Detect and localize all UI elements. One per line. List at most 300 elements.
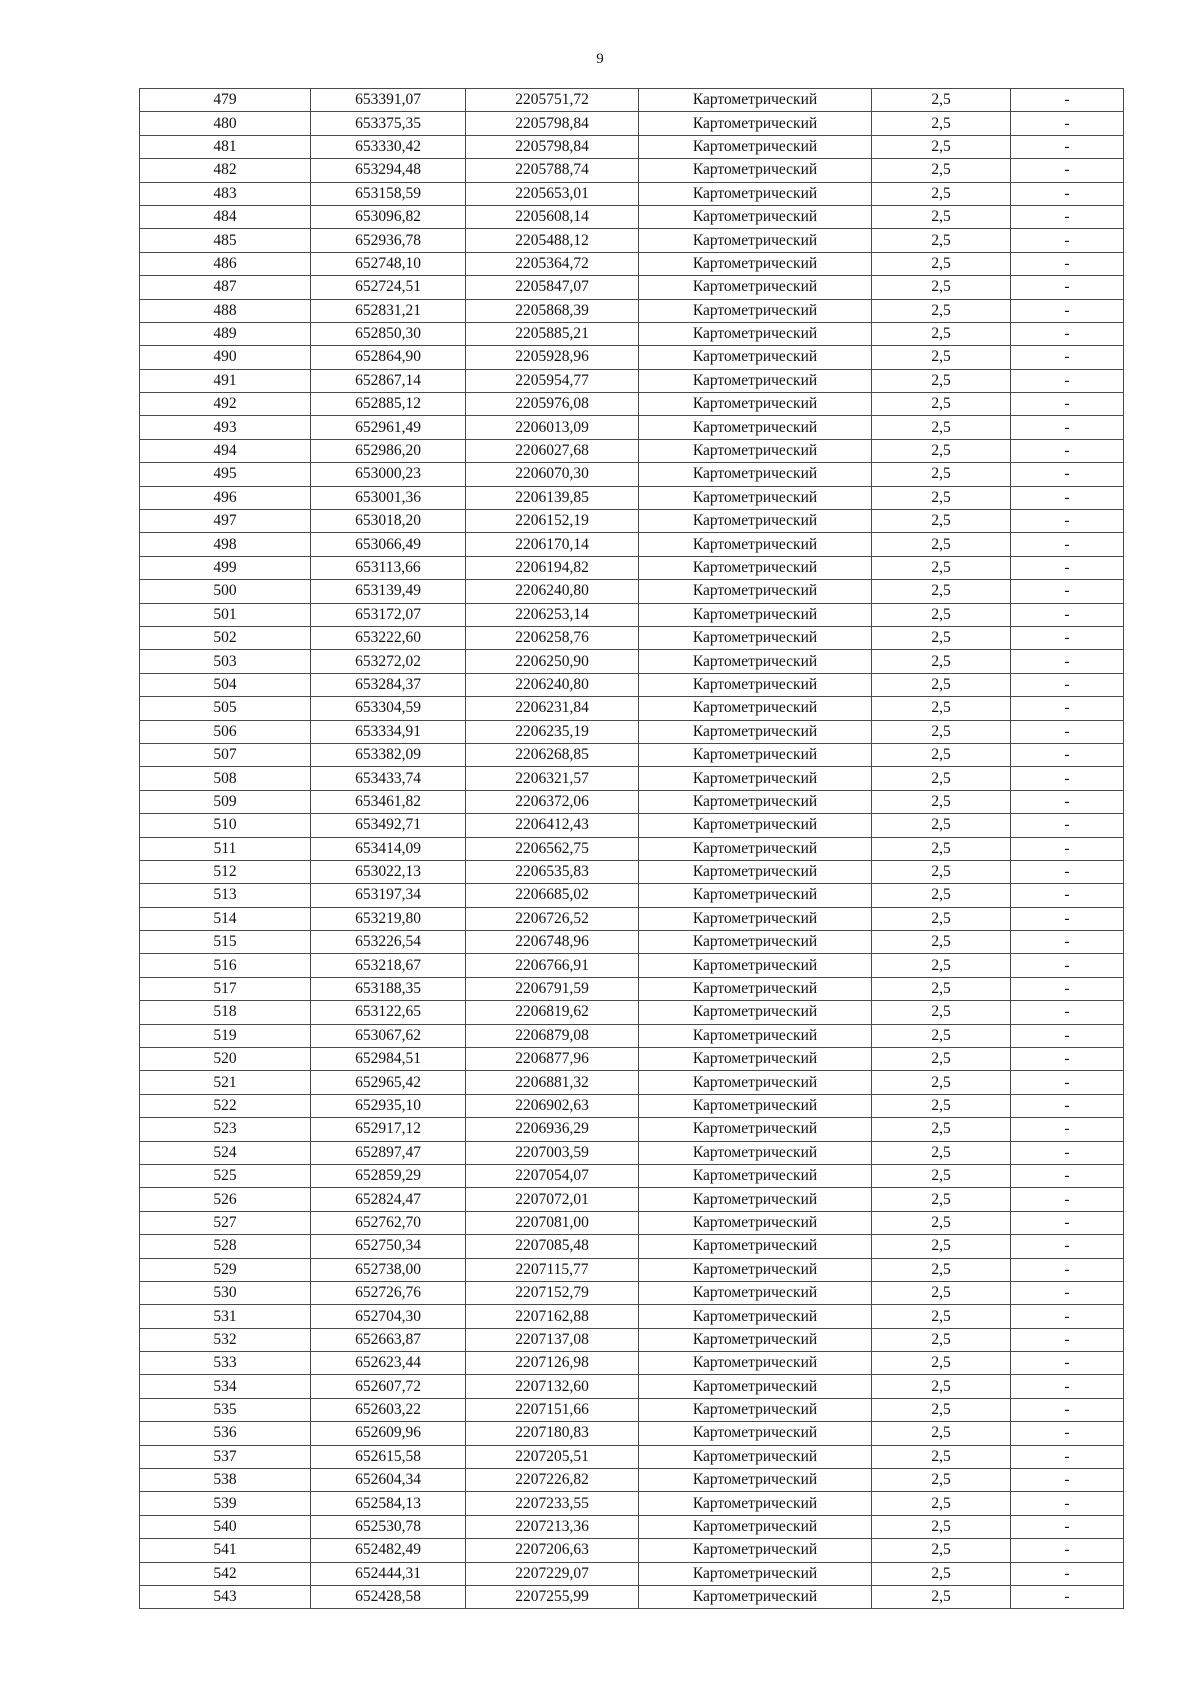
description-cell: - [1011,1469,1124,1492]
accuracy-cell: 2,5 [872,1469,1011,1492]
y-coordinate-cell: 2206562,75 [466,837,639,860]
x-coordinate-cell: 652864,90 [311,346,466,369]
method-cell: Картометрический [639,954,872,977]
y-coordinate-cell: 2206877,96 [466,1048,639,1071]
point-number-cell: 512 [140,860,311,883]
accuracy-cell: 2,5 [872,1375,1011,1398]
x-coordinate-cell: 653492,71 [311,814,466,837]
method-cell: Картометрический [639,837,872,860]
x-coordinate-cell: 653222,60 [311,626,466,649]
y-coordinate-cell: 2207233,55 [466,1492,639,1515]
accuracy-cell: 2,5 [872,1024,1011,1047]
y-coordinate-cell: 2207072,01 [466,1188,639,1211]
x-coordinate-cell: 652428,58 [311,1586,466,1609]
point-number-cell: 526 [140,1188,311,1211]
description-cell: - [1011,1211,1124,1234]
method-cell: Картометрический [639,135,872,158]
accuracy-cell: 2,5 [872,1164,1011,1187]
table-row [140,205,1124,228]
y-coordinate-cell: 2206372,06 [466,790,639,813]
accuracy-cell: 2,5 [872,1328,1011,1351]
y-coordinate-cell: 2206240,80 [466,673,639,696]
description-cell: - [1011,767,1124,790]
point-number-cell: 535 [140,1398,311,1421]
y-coordinate-cell: 2207126,98 [466,1352,639,1375]
point-number-cell: 530 [140,1281,311,1304]
y-coordinate-cell: 2206027,68 [466,439,639,462]
table-row [140,954,1124,977]
y-coordinate-cell: 2207255,99 [466,1586,639,1609]
x-coordinate-cell: 653096,82 [311,205,466,228]
y-coordinate-cell: 2206194,82 [466,556,639,579]
accuracy-cell: 2,5 [872,977,1011,1000]
accuracy-cell: 2,5 [872,1141,1011,1164]
accuracy-cell: 2,5 [872,1305,1011,1328]
method-cell: Картометрический [639,205,872,228]
y-coordinate-cell: 2206535,83 [466,860,639,883]
description-cell: - [1011,1048,1124,1071]
point-number-cell: 511 [140,837,311,860]
y-coordinate-cell: 2205608,14 [466,205,639,228]
table-row [140,1024,1124,1047]
description-cell: - [1011,1094,1124,1117]
point-number-cell: 496 [140,486,311,509]
x-coordinate-cell: 652824,47 [311,1188,466,1211]
description-cell: - [1011,1001,1124,1024]
y-coordinate-cell: 2206685,02 [466,884,639,907]
x-coordinate-cell: 653067,62 [311,1024,466,1047]
y-coordinate-cell: 2206936,29 [466,1118,639,1141]
accuracy-cell: 2,5 [872,884,1011,907]
table-row [140,463,1124,486]
description-cell: - [1011,626,1124,649]
y-coordinate-cell: 2206268,85 [466,743,639,766]
description-cell: - [1011,510,1124,533]
table-row [140,697,1124,720]
x-coordinate-cell: 652986,20 [311,439,466,462]
x-coordinate-cell: 653018,20 [311,510,466,533]
x-coordinate-cell: 652762,70 [311,1211,466,1234]
description-cell: - [1011,650,1124,673]
y-coordinate-cell: 2207162,88 [466,1305,639,1328]
method-cell: Картометрический [639,1328,872,1351]
table-row [140,1048,1124,1071]
method-cell: Картометрический [639,1586,872,1609]
y-coordinate-cell: 2207180,83 [466,1422,639,1445]
table-row [140,1188,1124,1211]
method-cell: Картометрический [639,533,872,556]
description-cell: - [1011,1188,1124,1211]
x-coordinate-cell: 652984,51 [311,1048,466,1071]
description-cell: - [1011,814,1124,837]
point-number-cell: 543 [140,1586,311,1609]
y-coordinate-cell: 2207132,60 [466,1375,639,1398]
method-cell: Картометрический [639,486,872,509]
point-number-cell: 540 [140,1515,311,1538]
accuracy-cell: 2,5 [872,369,1011,392]
table-row [140,931,1124,954]
method-cell: Картометрический [639,416,872,439]
accuracy-cell: 2,5 [872,533,1011,556]
y-coordinate-cell: 2207085,48 [466,1235,639,1258]
table-row [140,1539,1124,1562]
x-coordinate-cell: 652965,42 [311,1071,466,1094]
description-cell: - [1011,1539,1124,1562]
description-cell: - [1011,276,1124,299]
table-row [140,229,1124,252]
x-coordinate-cell: 652623,44 [311,1352,466,1375]
y-coordinate-cell: 2207229,07 [466,1562,639,1585]
accuracy-cell: 2,5 [872,1188,1011,1211]
y-coordinate-cell: 2206258,76 [466,626,639,649]
accuracy-cell: 2,5 [872,1562,1011,1585]
point-number-cell: 484 [140,205,311,228]
table-row [140,556,1124,579]
description-cell: - [1011,1398,1124,1421]
point-number-cell: 536 [140,1422,311,1445]
point-number-cell: 501 [140,603,311,626]
x-coordinate-cell: 653139,49 [311,580,466,603]
method-cell: Картометрический [639,673,872,696]
x-coordinate-cell: 652444,31 [311,1562,466,1585]
x-coordinate-cell: 653022,13 [311,860,466,883]
description-cell: - [1011,1328,1124,1351]
y-coordinate-cell: 2207151,66 [466,1398,639,1421]
description-cell: - [1011,159,1124,182]
accuracy-cell: 2,5 [872,439,1011,462]
accuracy-cell: 2,5 [872,416,1011,439]
x-coordinate-cell: 653113,66 [311,556,466,579]
accuracy-cell: 2,5 [872,1398,1011,1421]
point-number-cell: 497 [140,510,311,533]
coordinates-table-body [140,89,1124,1609]
description-cell: - [1011,439,1124,462]
accuracy-cell: 2,5 [872,1118,1011,1141]
accuracy-cell: 2,5 [872,860,1011,883]
x-coordinate-cell: 652748,10 [311,252,466,275]
table-row [140,1492,1124,1515]
description-cell: - [1011,1258,1124,1281]
method-cell: Картометрический [639,1445,872,1468]
table-row [140,533,1124,556]
point-number-cell: 500 [140,580,311,603]
point-number-cell: 520 [140,1048,311,1071]
accuracy-cell: 2,5 [872,463,1011,486]
y-coordinate-cell: 2206766,91 [466,954,639,977]
description-cell: - [1011,369,1124,392]
x-coordinate-cell: 653304,59 [311,697,466,720]
description-cell: - [1011,533,1124,556]
method-cell: Картометрический [639,1001,872,1024]
accuracy-cell: 2,5 [872,510,1011,533]
accuracy-cell: 2,5 [872,1235,1011,1258]
method-cell: Картометрический [639,1094,872,1117]
method-cell: Картометрический [639,1305,872,1328]
y-coordinate-cell: 2206902,63 [466,1094,639,1117]
accuracy-cell: 2,5 [872,135,1011,158]
method-cell: Картометрический [639,276,872,299]
table-row [140,767,1124,790]
table-row [140,1001,1124,1024]
point-number-cell: 481 [140,135,311,158]
table-row [140,1375,1124,1398]
y-coordinate-cell: 2207226,82 [466,1469,639,1492]
method-cell: Картометрический [639,1048,872,1071]
accuracy-cell: 2,5 [872,1001,1011,1024]
x-coordinate-cell: 653226,54 [311,931,466,954]
table-row [140,977,1124,1000]
accuracy-cell: 2,5 [872,580,1011,603]
x-coordinate-cell: 653197,34 [311,884,466,907]
method-cell: Картометрический [639,1164,872,1187]
table-row [140,369,1124,392]
point-number-cell: 515 [140,931,311,954]
point-number-cell: 499 [140,556,311,579]
method-cell: Картометрический [639,1235,872,1258]
x-coordinate-cell: 653284,37 [311,673,466,696]
y-coordinate-cell: 2205868,39 [466,299,639,322]
point-number-cell: 480 [140,112,311,135]
accuracy-cell: 2,5 [872,1352,1011,1375]
accuracy-cell: 2,5 [872,1515,1011,1538]
point-number-cell: 534 [140,1375,311,1398]
point-number-cell: 502 [140,626,311,649]
x-coordinate-cell: 652604,34 [311,1469,466,1492]
y-coordinate-cell: 2207054,07 [466,1164,639,1187]
y-coordinate-cell: 2205488,12 [466,229,639,252]
accuracy-cell: 2,5 [872,673,1011,696]
x-coordinate-cell: 653158,59 [311,182,466,205]
x-coordinate-cell: 653414,09 [311,837,466,860]
table-row [140,1281,1124,1304]
description-cell: - [1011,1235,1124,1258]
description-cell: - [1011,603,1124,626]
x-coordinate-cell: 653461,82 [311,790,466,813]
accuracy-cell: 2,5 [872,626,1011,649]
description-cell: - [1011,556,1124,579]
x-coordinate-cell: 652609,96 [311,1422,466,1445]
y-coordinate-cell: 2205653,01 [466,182,639,205]
x-coordinate-cell: 653382,09 [311,743,466,766]
table-row [140,814,1124,837]
point-number-cell: 505 [140,697,311,720]
description-cell: - [1011,205,1124,228]
point-number-cell: 541 [140,1539,311,1562]
method-cell: Картометрический [639,1352,872,1375]
accuracy-cell: 2,5 [872,89,1011,112]
accuracy-cell: 2,5 [872,720,1011,743]
x-coordinate-cell: 653330,42 [311,135,466,158]
accuracy-cell: 2,5 [872,907,1011,930]
table-row [140,1586,1124,1609]
method-cell: Картометрический [639,112,872,135]
y-coordinate-cell: 2206170,14 [466,533,639,556]
x-coordinate-cell: 652917,12 [311,1118,466,1141]
table-row [140,135,1124,158]
x-coordinate-cell: 652885,12 [311,393,466,416]
y-coordinate-cell: 2206881,32 [466,1071,639,1094]
description-cell: - [1011,229,1124,252]
method-cell: Картометрический [639,1071,872,1094]
point-number-cell: 495 [140,463,311,486]
method-cell: Картометрический [639,767,872,790]
point-number-cell: 517 [140,977,311,1000]
method-cell: Картометрический [639,369,872,392]
x-coordinate-cell: 652482,49 [311,1539,466,1562]
method-cell: Картометрический [639,931,872,954]
description-cell: - [1011,463,1124,486]
accuracy-cell: 2,5 [872,346,1011,369]
coordinates-table [139,88,1124,1609]
description-cell: - [1011,1281,1124,1304]
method-cell: Картометрический [639,1422,872,1445]
point-number-cell: 510 [140,814,311,837]
accuracy-cell: 2,5 [872,1492,1011,1515]
x-coordinate-cell: 652615,58 [311,1445,466,1468]
table-row [140,1328,1124,1351]
description-cell: - [1011,954,1124,977]
accuracy-cell: 2,5 [872,743,1011,766]
accuracy-cell: 2,5 [872,1094,1011,1117]
x-coordinate-cell: 653001,36 [311,486,466,509]
table-row [140,1445,1124,1468]
method-cell: Картометрический [639,229,872,252]
table-row [140,159,1124,182]
point-number-cell: 538 [140,1469,311,1492]
description-cell: - [1011,1118,1124,1141]
method-cell: Картометрический [639,1211,872,1234]
method-cell: Картометрический [639,346,872,369]
table-row [140,416,1124,439]
accuracy-cell: 2,5 [872,112,1011,135]
y-coordinate-cell: 2206412,43 [466,814,639,837]
x-coordinate-cell: 652738,00 [311,1258,466,1281]
description-cell: - [1011,1164,1124,1187]
description-cell: - [1011,743,1124,766]
description-cell: - [1011,322,1124,345]
accuracy-cell: 2,5 [872,276,1011,299]
point-number-cell: 509 [140,790,311,813]
table-row [140,89,1124,112]
accuracy-cell: 2,5 [872,205,1011,228]
x-coordinate-cell: 652704,30 [311,1305,466,1328]
point-number-cell: 493 [140,416,311,439]
description-cell: - [1011,697,1124,720]
description-cell: - [1011,89,1124,112]
method-cell: Картометрический [639,977,872,1000]
description-cell: - [1011,346,1124,369]
table-row [140,650,1124,673]
point-number-cell: 522 [140,1094,311,1117]
table-row [140,1071,1124,1094]
description-cell: - [1011,486,1124,509]
table-row [140,720,1124,743]
point-number-cell: 479 [140,89,311,112]
accuracy-cell: 2,5 [872,931,1011,954]
point-number-cell: 514 [140,907,311,930]
y-coordinate-cell: 2207137,08 [466,1328,639,1351]
y-coordinate-cell: 2207115,77 [466,1258,639,1281]
description-cell: - [1011,860,1124,883]
table-row [140,182,1124,205]
method-cell: Картометрический [639,322,872,345]
point-number-cell: 503 [140,650,311,673]
description-cell: - [1011,1375,1124,1398]
description-cell: - [1011,884,1124,907]
y-coordinate-cell: 2206879,08 [466,1024,639,1047]
y-coordinate-cell: 2205847,07 [466,276,639,299]
x-coordinate-cell: 653000,23 [311,463,466,486]
table-row [140,346,1124,369]
method-cell: Картометрический [639,1515,872,1538]
method-cell: Картометрический [639,182,872,205]
x-coordinate-cell: 652603,22 [311,1398,466,1421]
x-coordinate-cell: 652607,72 [311,1375,466,1398]
y-coordinate-cell: 2207213,36 [466,1515,639,1538]
x-coordinate-cell: 653272,02 [311,650,466,673]
table-row [140,1258,1124,1281]
x-coordinate-cell: 653219,80 [311,907,466,930]
table-row [140,1515,1124,1538]
point-number-cell: 523 [140,1118,311,1141]
x-coordinate-cell: 653391,07 [311,89,466,112]
y-coordinate-cell: 2206250,90 [466,650,639,673]
y-coordinate-cell: 2205364,72 [466,252,639,275]
accuracy-cell: 2,5 [872,767,1011,790]
method-cell: Картометрический [639,884,872,907]
y-coordinate-cell: 2206791,59 [466,977,639,1000]
method-cell: Картометрический [639,556,872,579]
method-cell: Картометрический [639,1492,872,1515]
y-coordinate-cell: 2207152,79 [466,1281,639,1304]
description-cell: - [1011,182,1124,205]
description-cell: - [1011,299,1124,322]
point-number-cell: 537 [140,1445,311,1468]
method-cell: Картометрический [639,720,872,743]
x-coordinate-cell: 652530,78 [311,1515,466,1538]
method-cell: Картометрический [639,89,872,112]
point-number-cell: 494 [140,439,311,462]
accuracy-cell: 2,5 [872,1445,1011,1468]
x-coordinate-cell: 652936,78 [311,229,466,252]
table-row [140,299,1124,322]
method-cell: Картометрический [639,790,872,813]
description-cell: - [1011,1586,1124,1609]
x-coordinate-cell: 652935,10 [311,1094,466,1117]
table-row [140,439,1124,462]
table-row [140,1094,1124,1117]
description-cell: - [1011,931,1124,954]
point-number-cell: 521 [140,1071,311,1094]
x-coordinate-cell: 652663,87 [311,1328,466,1351]
table-row [140,1141,1124,1164]
method-cell: Картометрический [639,697,872,720]
description-cell: - [1011,135,1124,158]
accuracy-cell: 2,5 [872,299,1011,322]
y-coordinate-cell: 2207205,51 [466,1445,639,1468]
y-coordinate-cell: 2207003,59 [466,1141,639,1164]
method-cell: Картометрический [639,159,872,182]
method-cell: Картометрический [639,252,872,275]
x-coordinate-cell: 652726,76 [311,1281,466,1304]
description-cell: - [1011,1515,1124,1538]
accuracy-cell: 2,5 [872,252,1011,275]
table-row [140,1164,1124,1187]
x-coordinate-cell: 652584,13 [311,1492,466,1515]
point-number-cell: 529 [140,1258,311,1281]
method-cell: Картометрический [639,626,872,649]
description-cell: - [1011,1422,1124,1445]
